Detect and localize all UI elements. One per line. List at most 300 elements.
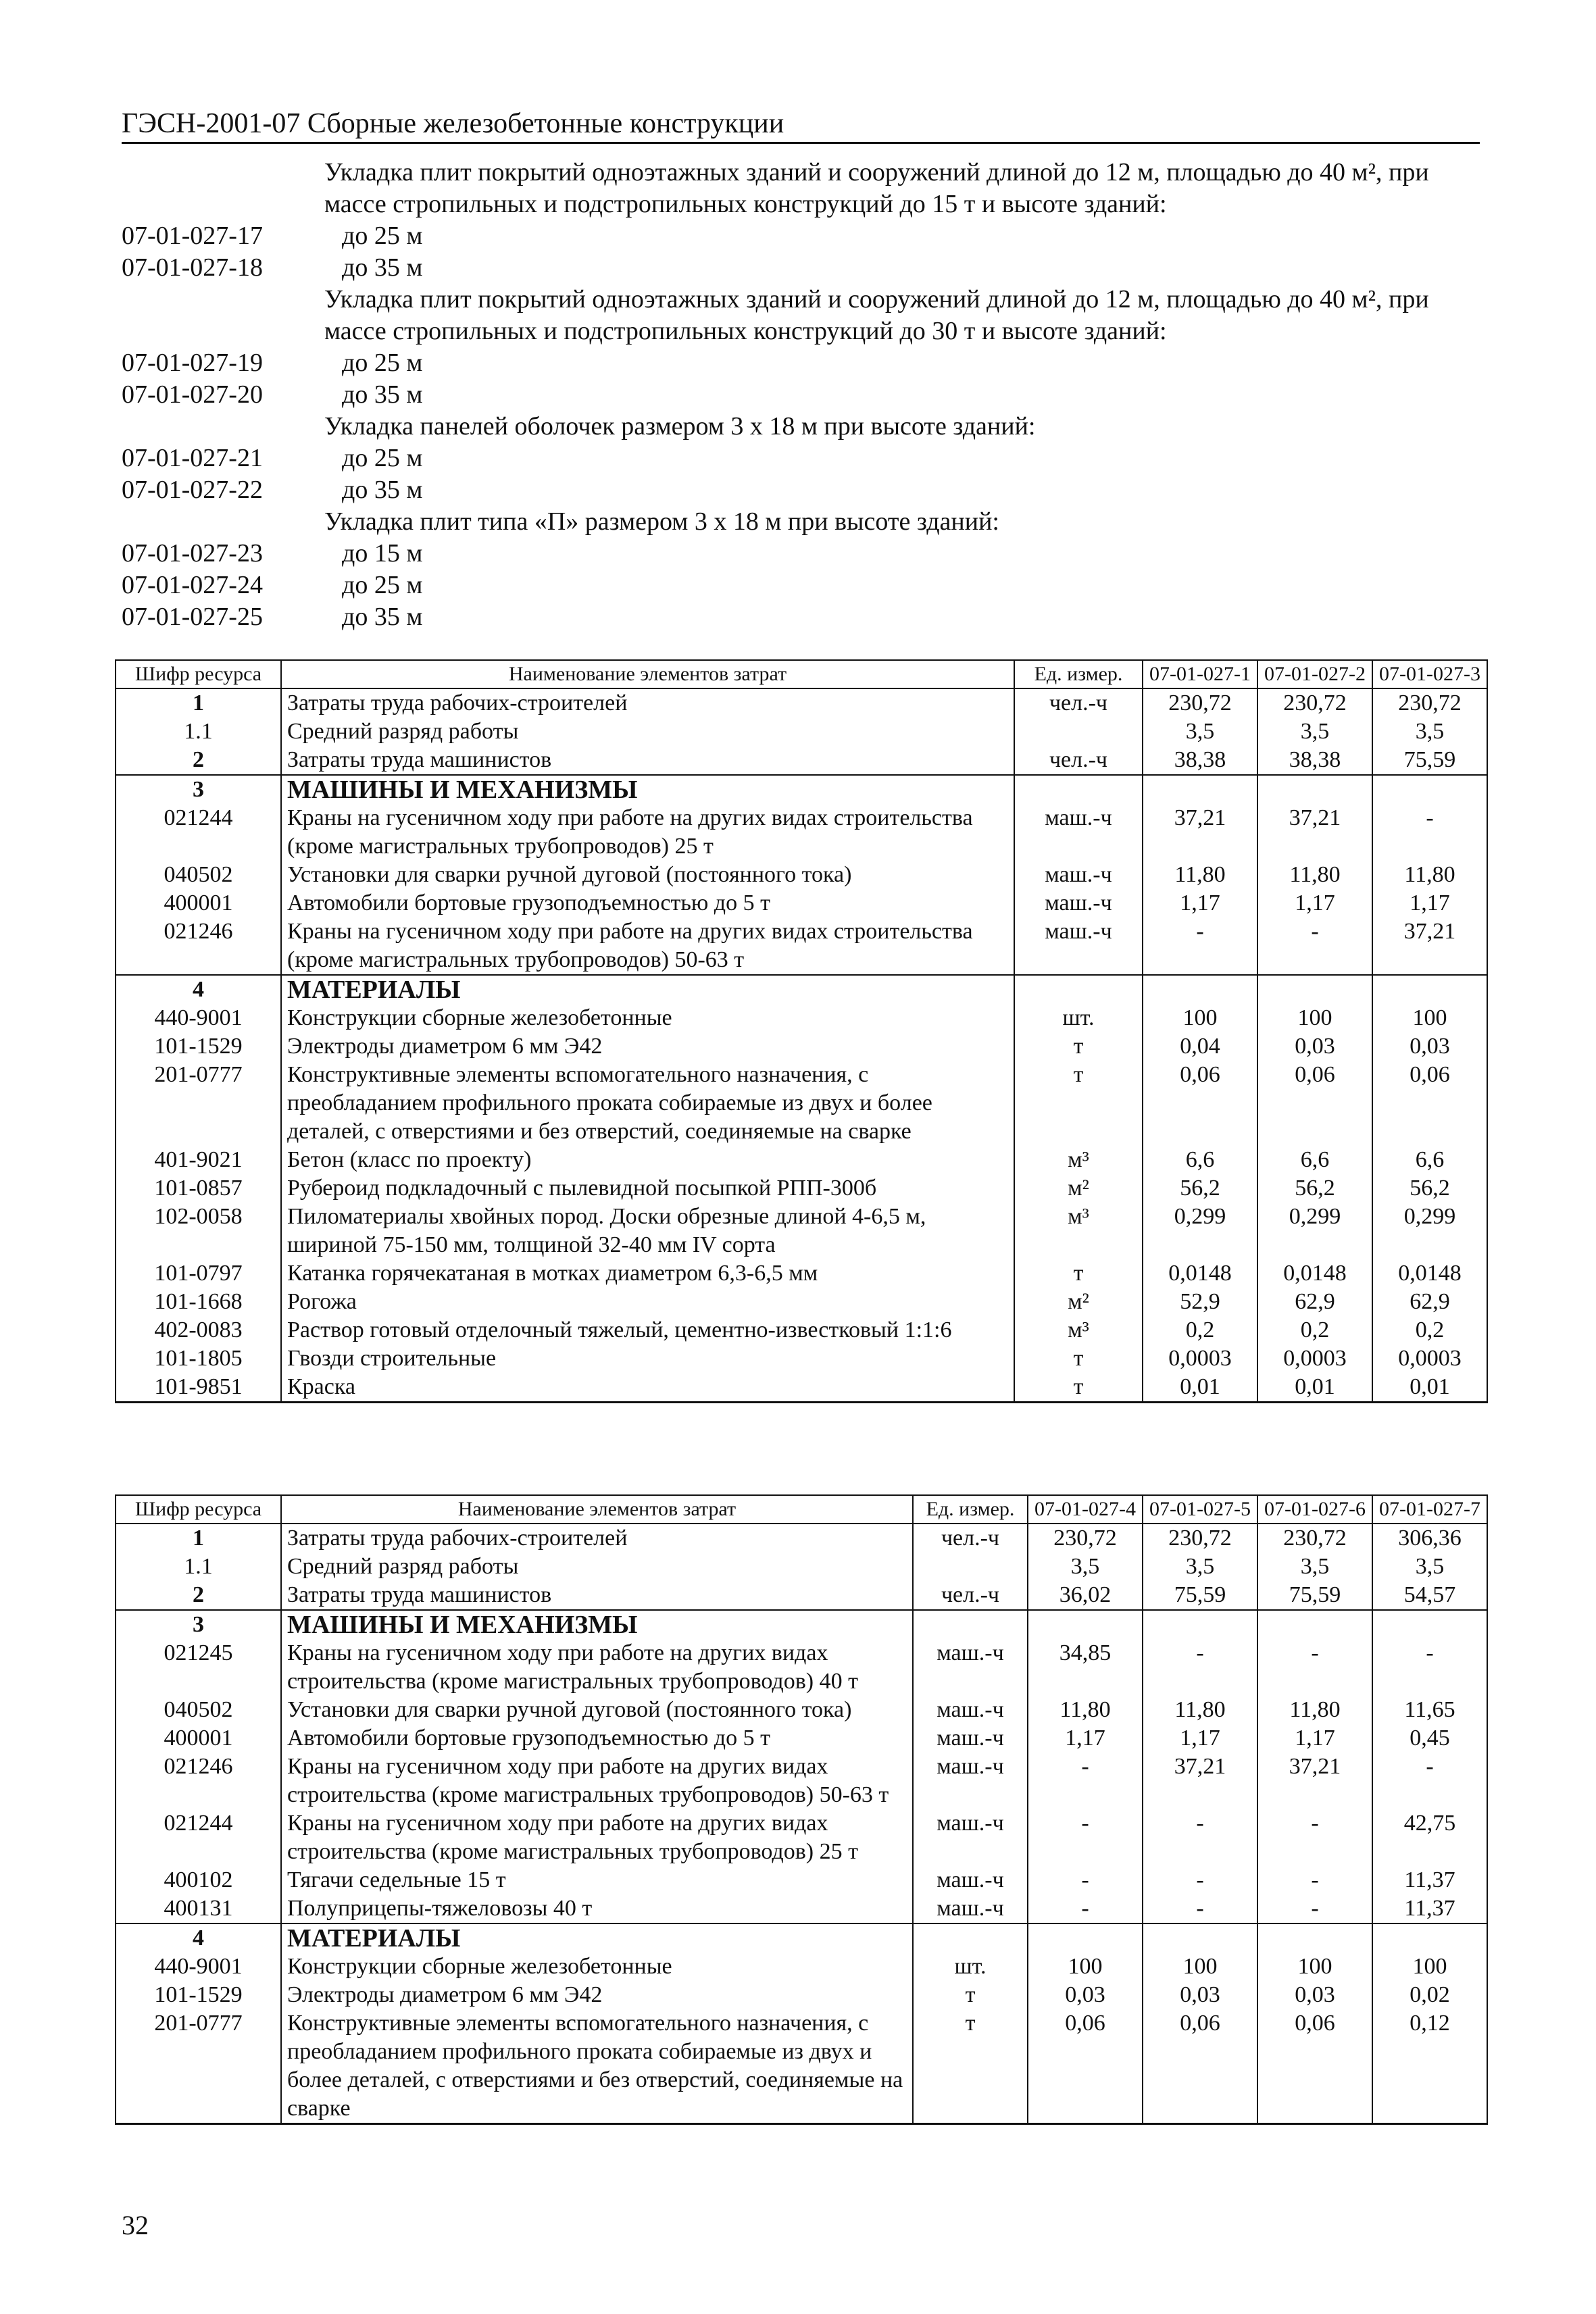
- code-group-title: [122, 411, 1480, 443]
- resource-code: 1: [116, 688, 281, 718]
- value-cell: 100: [1143, 1953, 1257, 1981]
- code-text: до 35 м: [342, 476, 423, 504]
- value-cell: 62,9: [1372, 1288, 1487, 1316]
- column-header: 07-01-027-6: [1257, 1495, 1372, 1524]
- column-header: 07-01-027-5: [1143, 1495, 1257, 1524]
- value-cell: -: [1257, 1894, 1372, 1923]
- table-row: [116, 746, 1487, 775]
- value-cell: 0,06: [1257, 2009, 1372, 2124]
- unit: маш.-ч: [913, 1696, 1028, 1724]
- value-cell: 11,80: [1143, 861, 1257, 889]
- value-cell: 42,75: [1372, 1809, 1487, 1866]
- unit: чел.-ч: [1014, 688, 1143, 718]
- table-row: [116, 1981, 1487, 2009]
- unit: шт.: [913, 1953, 1028, 1981]
- unit: чел.-ч: [913, 1524, 1028, 1553]
- value-cell: 3,5: [1257, 718, 1372, 746]
- code-item: [122, 347, 1480, 379]
- column-header: Наименование элементов затрат: [281, 1495, 913, 1524]
- column-header: 07-01-027-2: [1257, 660, 1372, 688]
- value-cell: -: [1028, 1753, 1143, 1809]
- table-row: [116, 1259, 1487, 1288]
- column-header: 07-01-027-3: [1372, 660, 1487, 688]
- resource-code: 440-9001: [116, 1004, 281, 1032]
- code-item: [122, 443, 1480, 474]
- value-cell: 0,06: [1028, 2009, 1143, 2124]
- resource-code: 101-1529: [116, 1032, 281, 1061]
- resource-code: 3: [116, 775, 281, 804]
- value-cell: 0,06: [1143, 1061, 1257, 1146]
- value-cell: 56,2: [1257, 1174, 1372, 1203]
- table-row: [116, 1344, 1487, 1373]
- table-row: [116, 1174, 1487, 1203]
- column-header: Шифр ресурса: [116, 660, 281, 688]
- table-row: [116, 1696, 1487, 1724]
- code-text: до 15 м: [342, 539, 423, 568]
- unit: [1014, 775, 1143, 804]
- value-cell: 3,5: [1372, 718, 1487, 746]
- value-cell: 0,0003: [1143, 1344, 1257, 1373]
- cost-element-name: Краны на гусеничном ходу при работе на других видах строительства (кроме магистральных трубопроводов) 50-63 т: [281, 917, 1014, 975]
- section-row: [116, 775, 1487, 804]
- code-text: до 35 м: [342, 253, 423, 282]
- value-cell: -: [1028, 1809, 1143, 1866]
- cost-element-name: Электроды диаметром 6 мм Э42: [281, 1032, 1014, 1061]
- column-header: Ед. измер.: [913, 1495, 1028, 1524]
- value-cell: 34,85: [1028, 1639, 1143, 1696]
- value-cell: 306,36: [1372, 1524, 1487, 1553]
- cost-element-name: Автомобили бортовые грузоподъемностью до 5 т: [281, 889, 1014, 917]
- cost-element-name: Краны на гусеничном ходу при работе на других видах строительства (кроме магистральных трубопроводов) 40 т: [281, 1639, 913, 1696]
- value-cell: 0,0148: [1143, 1259, 1257, 1288]
- value-cell: 3,5: [1028, 1553, 1143, 1581]
- value-cell: 37,21: [1143, 804, 1257, 861]
- value-cell: [1143, 1923, 1257, 1953]
- resource-code: 400001: [116, 1724, 281, 1753]
- cost-element-name: МАТЕРИАЛЫ: [281, 1923, 913, 1953]
- value-cell: 0,06: [1143, 2009, 1257, 2124]
- unit: чел.-ч: [1014, 746, 1143, 775]
- value-cell: -: [1372, 1753, 1487, 1809]
- table-row: [116, 1639, 1487, 1696]
- value-cell: -: [1143, 1866, 1257, 1894]
- value-cell: 0,299: [1372, 1203, 1487, 1259]
- value-cell: [1028, 1923, 1143, 1953]
- value-cell: 0,03: [1028, 1981, 1143, 2009]
- resource-code: 040502: [116, 861, 281, 889]
- value-cell: 36,02: [1028, 1581, 1143, 1610]
- value-cell: 6,6: [1143, 1146, 1257, 1174]
- unit: маш.-ч: [913, 1724, 1028, 1753]
- value-cell: 0,03: [1372, 1032, 1487, 1061]
- table-row: [116, 1203, 1487, 1259]
- code-text: до 25 м: [342, 349, 423, 377]
- code-group-title: [122, 506, 1480, 538]
- value-cell: 75,59: [1257, 1581, 1372, 1610]
- value-cell: 6,6: [1257, 1146, 1372, 1174]
- column-header: 07-01-027-7: [1372, 1495, 1487, 1524]
- value-cell: 0,06: [1372, 1061, 1487, 1146]
- code-item: [122, 474, 1480, 506]
- value-cell: -: [1257, 1866, 1372, 1894]
- code-text: Укладка панелей оболочек размером 3 х 18 м при высоте зданий:: [324, 412, 1036, 441]
- resource-code: 101-9851: [116, 1373, 281, 1403]
- value-cell: 0,0148: [1257, 1259, 1372, 1288]
- value-cell: [1257, 1610, 1372, 1639]
- column-header: 07-01-027-4: [1028, 1495, 1143, 1524]
- unit: т: [1014, 1032, 1143, 1061]
- code-text: до 25 м: [342, 444, 423, 472]
- value-cell: 0,2: [1372, 1316, 1487, 1344]
- value-cell: 3,5: [1372, 1553, 1487, 1581]
- unit: шт.: [1014, 1004, 1143, 1032]
- table-row: [116, 1524, 1487, 1553]
- value-cell: 3,5: [1257, 1553, 1372, 1581]
- value-cell: 37,21: [1257, 1753, 1372, 1809]
- value-cell: 0,0003: [1372, 1344, 1487, 1373]
- value-cell: 230,72: [1372, 688, 1487, 718]
- value-cell: 0,45: [1372, 1724, 1487, 1753]
- value-cell: 230,72: [1028, 1524, 1143, 1553]
- cost-element-name: Катанка горячекатаная в мотках диаметром 6,3-6,5 мм: [281, 1259, 1014, 1288]
- value-cell: 75,59: [1143, 1581, 1257, 1610]
- value-cell: [1143, 775, 1257, 804]
- unit: чел.-ч: [913, 1581, 1028, 1610]
- code-group-title: [122, 284, 1480, 347]
- code-text: Укладка плит покрытий одноэтажных зданий и сооружений длиной до 12 м, площадью до 40 м², при массе стропильных и подстропильных конструкций до 30 т и высоте зданий:: [324, 285, 1429, 345]
- resource-code: 1.1: [116, 718, 281, 746]
- code-id: 07-01-027-20: [122, 380, 263, 409]
- value-cell: 1,17: [1372, 889, 1487, 917]
- value-cell: [1372, 1610, 1487, 1639]
- value-cell: 0,2: [1257, 1316, 1372, 1344]
- cost-element-name: Установки для сварки ручной дуговой (постоянного тока): [281, 861, 1014, 889]
- table-header-row: [116, 660, 1487, 688]
- resource-code: 1.1: [116, 1553, 281, 1581]
- value-cell: 11,37: [1372, 1894, 1487, 1923]
- value-cell: [1372, 775, 1487, 804]
- code-id: 07-01-027-21: [122, 444, 263, 472]
- unit: м²: [1014, 1174, 1143, 1203]
- cost-element-name: Затраты труда рабочих-строителей: [281, 688, 1014, 718]
- value-cell: 0,02: [1372, 1981, 1487, 2009]
- value-cell: 3,5: [1143, 718, 1257, 746]
- value-cell: 56,2: [1143, 1174, 1257, 1203]
- code-id: 07-01-027-25: [122, 603, 263, 631]
- code-text: до 35 м: [342, 603, 423, 631]
- code-text: Укладка плит типа «П» размером 3 х 18 м при высоте зданий:: [324, 507, 999, 536]
- value-cell: -: [1257, 1639, 1372, 1696]
- value-cell: 1,17: [1257, 1724, 1372, 1753]
- value-cell: -: [1257, 1809, 1372, 1866]
- section-row: [116, 975, 1487, 1004]
- value-cell: 6,6: [1372, 1146, 1487, 1174]
- value-cell: 230,72: [1257, 688, 1372, 718]
- value-cell: 3,5: [1143, 1553, 1257, 1581]
- resource-code: 1: [116, 1524, 281, 1553]
- value-cell: [1257, 775, 1372, 804]
- cost-element-name: Конструктивные элементы вспомогательного назначения, с преобладанием профильного проката собираемые из двух и более деталей, с отверстиями и без отверстий, соединяемые на сварке: [281, 1061, 1014, 1146]
- unit: м²: [1014, 1288, 1143, 1316]
- cost-element-name: Краны на гусеничном ходу при работе на других видах строительства (кроме магистральных трубопроводов) 50-63 т: [281, 1753, 913, 1809]
- value-cell: 230,72: [1143, 1524, 1257, 1553]
- value-cell: [1257, 975, 1372, 1004]
- unit: т: [913, 2009, 1028, 2124]
- resource-code: 201-0777: [116, 2009, 281, 2124]
- cost-element-name: Полуприцепы-тяжеловозы 40 т: [281, 1894, 913, 1923]
- value-cell: 37,21: [1143, 1753, 1257, 1809]
- value-cell: 230,72: [1143, 688, 1257, 718]
- value-cell: 54,57: [1372, 1581, 1487, 1610]
- table-row: [116, 1953, 1487, 1981]
- table-row: [116, 1004, 1487, 1032]
- code-item: [122, 252, 1480, 284]
- value-cell: 11,80: [1028, 1696, 1143, 1724]
- resource-code: 021246: [116, 1753, 281, 1809]
- unit: маш.-ч: [1014, 889, 1143, 917]
- unit: м³: [1014, 1146, 1143, 1174]
- value-cell: [1372, 1923, 1487, 1953]
- value-cell: 100: [1028, 1953, 1143, 1981]
- value-cell: [1257, 1923, 1372, 1953]
- table-row: [116, 1373, 1487, 1403]
- unit: [913, 1553, 1028, 1581]
- value-cell: 0,0003: [1257, 1344, 1372, 1373]
- value-cell: -: [1028, 1894, 1143, 1923]
- unit: м³: [1014, 1316, 1143, 1344]
- value-cell: 100: [1257, 1953, 1372, 1981]
- value-cell: 11,37: [1372, 1866, 1487, 1894]
- cost-element-name: Пиломатериалы хвойных пород. Доски обрезные длиной 4-6,5 м, шириной 75-150 мм, толщиной 32-40 мм IV сорта: [281, 1203, 1014, 1259]
- resource-code: 101-0797: [116, 1259, 281, 1288]
- table-row: [116, 889, 1487, 917]
- value-cell: 0,299: [1143, 1203, 1257, 1259]
- resource-code: 101-0857: [116, 1174, 281, 1203]
- resource-code: 440-9001: [116, 1953, 281, 1981]
- value-cell: 38,38: [1257, 746, 1372, 775]
- value-cell: 1,17: [1143, 889, 1257, 917]
- value-cell: 56,2: [1372, 1174, 1487, 1203]
- value-cell: -: [1257, 917, 1372, 975]
- value-cell: 62,9: [1257, 1288, 1372, 1316]
- table-row: [116, 1061, 1487, 1146]
- column-header: Ед. измер.: [1014, 660, 1143, 688]
- code-text: до 25 м: [342, 222, 423, 250]
- resource-code: 021245: [116, 1639, 281, 1696]
- section-row: [116, 1923, 1487, 1953]
- unit: маш.-ч: [1014, 804, 1143, 861]
- resource-code: 4: [116, 1923, 281, 1953]
- value-cell: 1,17: [1143, 1724, 1257, 1753]
- unit: маш.-ч: [1014, 861, 1143, 889]
- resource-code: 2: [116, 746, 281, 775]
- value-cell: -: [1143, 917, 1257, 975]
- value-cell: 100: [1143, 1004, 1257, 1032]
- value-cell: [1143, 1610, 1257, 1639]
- table-row: [116, 688, 1487, 718]
- table-row: [116, 718, 1487, 746]
- value-cell: -: [1143, 1809, 1257, 1866]
- resource-code: 101-1805: [116, 1344, 281, 1373]
- resource-code: 102-0058: [116, 1203, 281, 1259]
- unit: маш.-ч: [913, 1866, 1028, 1894]
- value-cell: 0,01: [1143, 1373, 1257, 1403]
- value-cell: [1028, 1610, 1143, 1639]
- table-row: [116, 1753, 1487, 1809]
- value-cell: 100: [1372, 1953, 1487, 1981]
- value-cell: 0,03: [1257, 1981, 1372, 2009]
- table-row: [116, 1146, 1487, 1174]
- table-row: [116, 1809, 1487, 1866]
- cost-element-name: Конструкции сборные железобетонные: [281, 1004, 1014, 1032]
- code-id: 07-01-027-19: [122, 349, 263, 377]
- cost-element-name: МАТЕРИАЛЫ: [281, 975, 1014, 1004]
- unit: маш.-ч: [913, 1809, 1028, 1866]
- table-row: [116, 1866, 1487, 1894]
- value-cell: [1143, 975, 1257, 1004]
- unit: маш.-ч: [1014, 917, 1143, 975]
- value-cell: 11,80: [1372, 861, 1487, 889]
- cost-element-name: МАШИНЫ И МЕХАНИЗМЫ: [281, 1610, 913, 1639]
- resource-code: 021244: [116, 1809, 281, 1866]
- code-item: [122, 220, 1480, 252]
- value-cell: 11,80: [1143, 1696, 1257, 1724]
- resource-code: 201-0777: [116, 1061, 281, 1146]
- resource-code: 021244: [116, 804, 281, 861]
- section-row: [116, 1610, 1487, 1639]
- value-cell: 1,17: [1028, 1724, 1143, 1753]
- table-row: [116, 1288, 1487, 1316]
- value-cell: 11,80: [1257, 1696, 1372, 1724]
- code-id: 07-01-027-18: [122, 253, 263, 282]
- unit: маш.-ч: [913, 1753, 1028, 1809]
- unit: [913, 1923, 1028, 1953]
- resource-code: 400131: [116, 1894, 281, 1923]
- value-cell: 37,21: [1257, 804, 1372, 861]
- value-cell: 0,01: [1257, 1373, 1372, 1403]
- column-header: Наименование элементов затрат: [281, 660, 1014, 688]
- value-cell: 1,17: [1257, 889, 1372, 917]
- page-number: 32: [122, 2210, 149, 2240]
- value-cell: 11,65: [1372, 1696, 1487, 1724]
- code-item: [122, 379, 1480, 411]
- code-id: 07-01-027-22: [122, 476, 263, 504]
- unit: [1014, 975, 1143, 1004]
- value-cell: -: [1143, 1639, 1257, 1696]
- resource-code: 021246: [116, 917, 281, 975]
- value-cell: -: [1028, 1866, 1143, 1894]
- table-row: [116, 861, 1487, 889]
- code-text: до 35 м: [342, 380, 423, 409]
- value-cell: -: [1143, 1894, 1257, 1923]
- norm-table-2: [115, 1494, 1488, 2125]
- value-cell: 52,9: [1143, 1288, 1257, 1316]
- cost-element-name: МАШИНЫ И МЕХАНИЗМЫ: [281, 775, 1014, 804]
- resource-code: 400001: [116, 889, 281, 917]
- code-item: [122, 538, 1480, 570]
- value-cell: 230,72: [1257, 1524, 1372, 1553]
- value-cell: 11,80: [1257, 861, 1372, 889]
- resource-code: 040502: [116, 1696, 281, 1724]
- resource-code: 402-0083: [116, 1316, 281, 1344]
- unit: т: [913, 1981, 1028, 2009]
- resource-code: 2: [116, 1581, 281, 1610]
- unit: м³: [1014, 1203, 1143, 1259]
- value-cell: 0,04: [1143, 1032, 1257, 1061]
- unit: т: [1014, 1344, 1143, 1373]
- code-id: 07-01-027-23: [122, 539, 263, 568]
- cost-element-name: Конструктивные элементы вспомогательного назначения, с преобладанием профильного проката собираемые из двух и более деталей, с отверстиями и без отверстий, соединяемые на сварке: [281, 2009, 913, 2124]
- table-row: [116, 1316, 1487, 1344]
- value-cell: 0,01: [1372, 1373, 1487, 1403]
- table-row: [116, 1553, 1487, 1581]
- value-cell: 100: [1372, 1004, 1487, 1032]
- value-cell: 100: [1257, 1004, 1372, 1032]
- resource-code: 400102: [116, 1866, 281, 1894]
- unit: [913, 1610, 1028, 1639]
- norm-table-1: [115, 659, 1488, 1403]
- code-list: [122, 157, 1480, 633]
- cost-element-name: Рогожа: [281, 1288, 1014, 1316]
- value-cell: 0,12: [1372, 2009, 1487, 2124]
- cost-element-name: Гвозди строительные: [281, 1344, 1014, 1373]
- cost-element-name: Электроды диаметром 6 мм Э42: [281, 1981, 913, 2009]
- table-header-row: [116, 1495, 1487, 1524]
- cost-element-name: Краны на гусеничном ходу при работе на других видах строительства (кроме магистральных трубопроводов) 25 т: [281, 804, 1014, 861]
- table-row: [116, 804, 1487, 861]
- column-header: Шифр ресурса: [116, 1495, 281, 1524]
- code-group-title: [122, 157, 1480, 220]
- unit: т: [1014, 1061, 1143, 1146]
- value-cell: 75,59: [1372, 746, 1487, 775]
- unit: маш.-ч: [913, 1894, 1028, 1923]
- value-cell: 0,03: [1143, 1981, 1257, 2009]
- value-cell: [1372, 975, 1487, 1004]
- value-cell: 38,38: [1143, 746, 1257, 775]
- table-row: [116, 1032, 1487, 1061]
- resource-code: 401-9021: [116, 1146, 281, 1174]
- table-row: [116, 917, 1487, 975]
- unit: маш.-ч: [913, 1639, 1028, 1696]
- value-cell: -: [1372, 804, 1487, 861]
- value-cell: -: [1372, 1639, 1487, 1696]
- code-text: Укладка плит покрытий одноэтажных зданий и сооружений длиной до 12 м, площадью до 40 м², при массе стропильных и подстропильных конструкций до 15 т и высоте зданий:: [324, 158, 1429, 218]
- cost-element-name: Средний разряд работы: [281, 718, 1014, 746]
- unit: [1014, 718, 1143, 746]
- code-id: 07-01-027-24: [122, 571, 263, 599]
- unit: т: [1014, 1259, 1143, 1288]
- value-cell: 0,03: [1257, 1032, 1372, 1061]
- cost-element-name: Установки для сварки ручной дуговой (постоянного тока): [281, 1696, 913, 1724]
- cost-element-name: Затраты труда рабочих-строителей: [281, 1524, 913, 1553]
- cost-element-name: Затраты труда машинистов: [281, 746, 1014, 775]
- table-row: [116, 2009, 1487, 2124]
- value-cell: 0,299: [1257, 1203, 1372, 1259]
- cost-element-name: Конструкции сборные железобетонные: [281, 1953, 913, 1981]
- code-item: [122, 570, 1480, 601]
- cost-element-name: Тягачи седельные 15 т: [281, 1866, 913, 1894]
- cost-element-name: Раствор готовый отделочный тяжелый, цементно-известковый 1:1:6: [281, 1316, 1014, 1344]
- column-header: 07-01-027-1: [1143, 660, 1257, 688]
- resource-code: 3: [116, 1610, 281, 1639]
- cost-element-name: Краны на гусеничном ходу при работе на других видах строительства (кроме магистральных трубопроводов) 25 т: [281, 1809, 913, 1866]
- table-row: [116, 1724, 1487, 1753]
- page-header: ГЭСН-2001-07 Сборные железобетонные конструкции: [122, 108, 1480, 144]
- table-row: [116, 1894, 1487, 1923]
- resource-code: 4: [116, 975, 281, 1004]
- unit: т: [1014, 1373, 1143, 1403]
- cost-element-name: Рубероид подкладочный с пылевидной посыпкой РПП-300б: [281, 1174, 1014, 1203]
